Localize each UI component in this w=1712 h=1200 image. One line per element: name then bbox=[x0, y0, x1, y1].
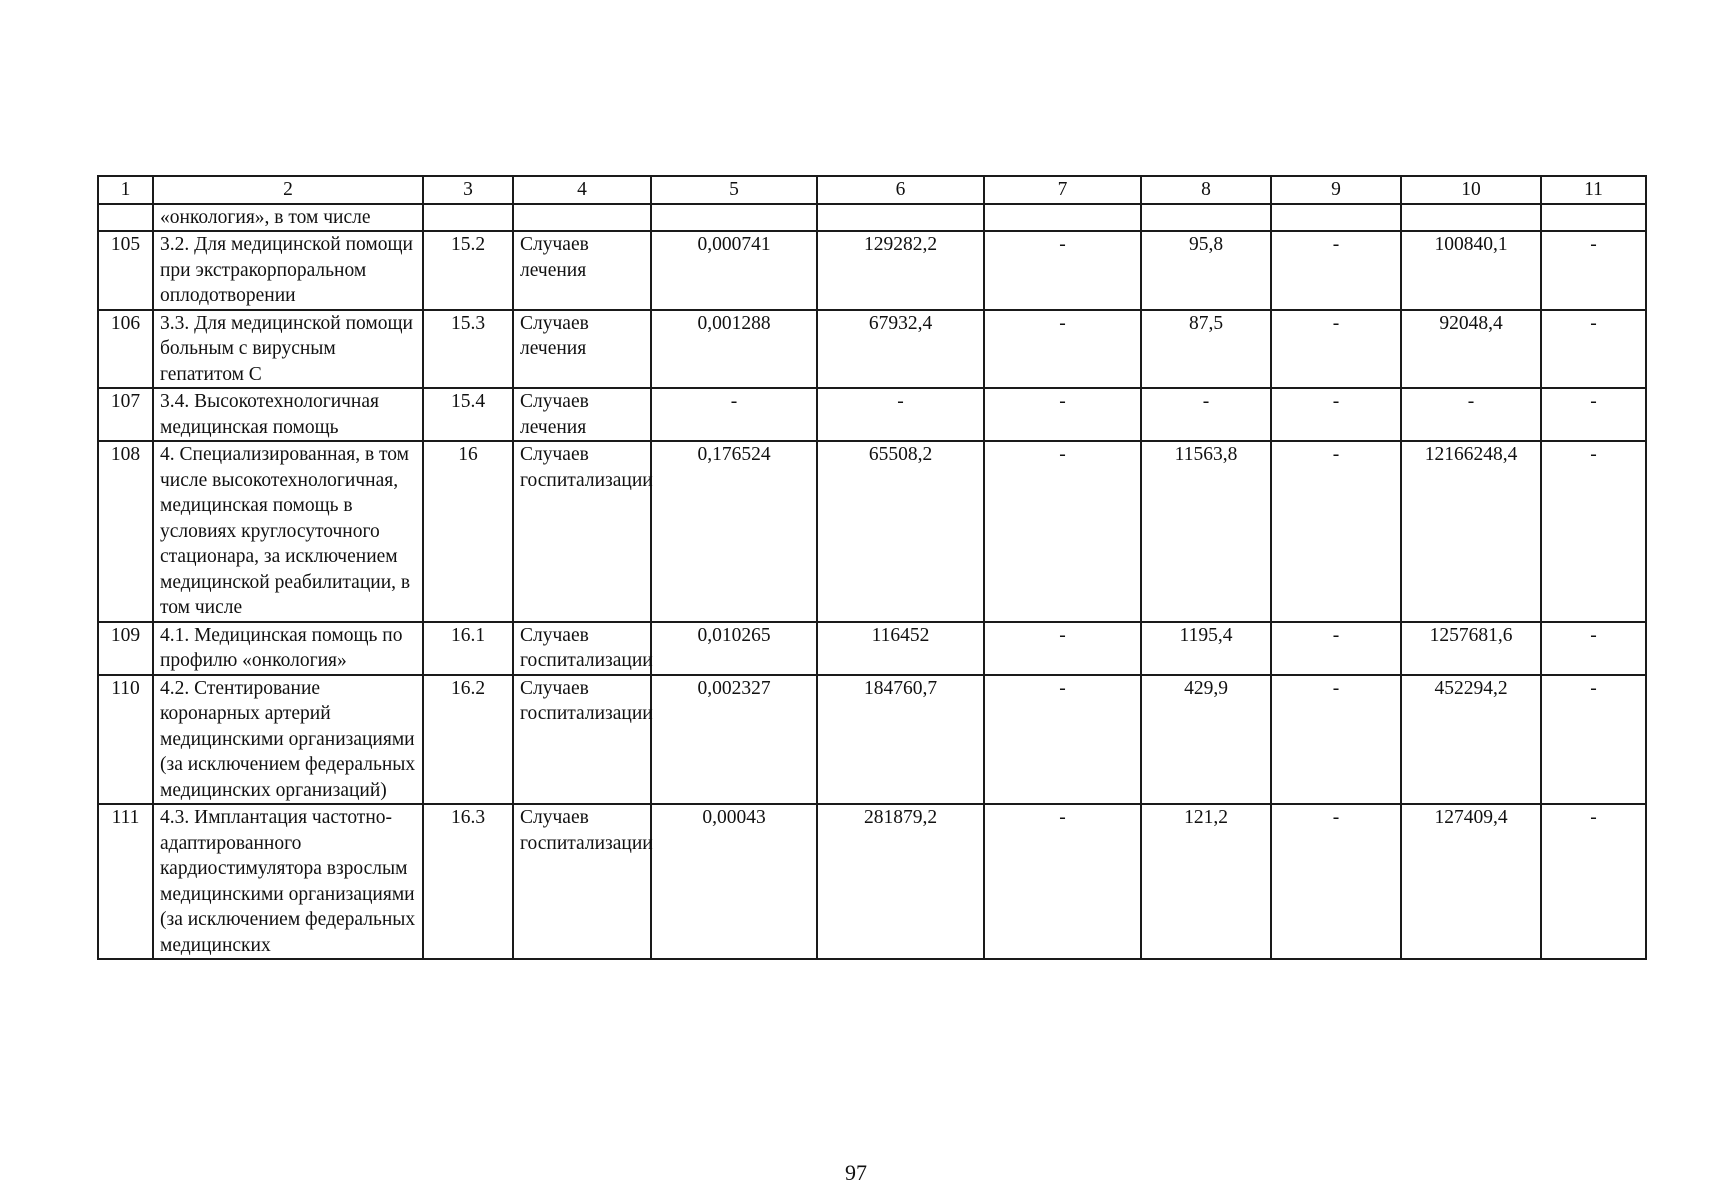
cell-col8: 87,5 bbox=[1141, 310, 1271, 389]
row-code: 16 bbox=[423, 441, 513, 622]
row-description: 4.3. Имплантация частотно-адаптированного кардиостимулятора взрослым медицинскими организациями (за исключением федеральных медицинских bbox=[153, 804, 423, 959]
row-number: 111 bbox=[98, 804, 153, 959]
cell-col7: - bbox=[984, 675, 1141, 805]
cell-col6: 65508,2 bbox=[817, 441, 984, 622]
row-description: 4.2. Стентирование коронарных артерий медицинскими организациями (за исключением федеральных медицинских организаций) bbox=[153, 675, 423, 805]
cell-col8: 11563,8 bbox=[1141, 441, 1271, 622]
row-number: 108 bbox=[98, 441, 153, 622]
table-row bbox=[98, 804, 1646, 959]
cell-col6: 67932,4 bbox=[817, 310, 984, 389]
cell-col6: 129282,2 bbox=[817, 231, 984, 310]
cell-col10: - bbox=[1401, 388, 1541, 441]
cell-col6: 184760,7 bbox=[817, 675, 984, 805]
column-number: 11 bbox=[1541, 176, 1646, 204]
cell-col9: - bbox=[1271, 441, 1401, 622]
table-row bbox=[98, 231, 1646, 310]
column-number: 8 bbox=[1141, 176, 1271, 204]
row-code: 15.3 bbox=[423, 310, 513, 389]
cell-col9: - bbox=[1271, 675, 1401, 805]
row-unit: Случаев госпитализации bbox=[513, 622, 651, 675]
cell-col6: 116452 bbox=[817, 622, 984, 675]
column-number: 6 bbox=[817, 176, 984, 204]
column-number: 7 bbox=[984, 176, 1141, 204]
cell-col11: - bbox=[1541, 441, 1646, 622]
cell-col10: 12166248,4 bbox=[1401, 441, 1541, 622]
row-number: 105 bbox=[98, 231, 153, 310]
row-code: 16.3 bbox=[423, 804, 513, 959]
row-code: 16.1 bbox=[423, 622, 513, 675]
column-number-row bbox=[98, 176, 1646, 204]
row-code: 16.2 bbox=[423, 675, 513, 805]
cell-col5: 0,176524 bbox=[651, 441, 817, 622]
cell-col11: - bbox=[1541, 804, 1646, 959]
cell-col9: - bbox=[1271, 310, 1401, 389]
row-number: 107 bbox=[98, 388, 153, 441]
table-row bbox=[98, 441, 1646, 622]
row-description: 4. Специализированная, в том числе высокотехнологичная, медицинская помощь в условиях круглосуточного стационара, за исключением медицинской реабилитации, в том числе bbox=[153, 441, 423, 622]
cell-col7: - bbox=[984, 622, 1141, 675]
cell-col8: - bbox=[1141, 388, 1271, 441]
row-code: 15.2 bbox=[423, 231, 513, 310]
column-number: 1 bbox=[98, 176, 153, 204]
cell-col10: 92048,4 bbox=[1401, 310, 1541, 389]
row-number: 109 bbox=[98, 622, 153, 675]
cell-col10: 127409,4 bbox=[1401, 804, 1541, 959]
column-number: 2 bbox=[153, 176, 423, 204]
cell-col10: 1257681,6 bbox=[1401, 622, 1541, 675]
cell-col5: - bbox=[651, 388, 817, 441]
cell-col9: - bbox=[1271, 388, 1401, 441]
cell-col8: 121,2 bbox=[1141, 804, 1271, 959]
cell-col11: - bbox=[1541, 310, 1646, 389]
row-code: 15.4 bbox=[423, 388, 513, 441]
cell-col5: 0,001288 bbox=[651, 310, 817, 389]
cell-col9: - bbox=[1271, 231, 1401, 310]
table-row bbox=[98, 310, 1646, 389]
cell-col11: - bbox=[1541, 231, 1646, 310]
cell-col6: 281879,2 bbox=[817, 804, 984, 959]
page-number: 97 bbox=[845, 1160, 867, 1185]
row-number: 106 bbox=[98, 310, 153, 389]
row-unit: Случаев госпитализации bbox=[513, 441, 651, 622]
cell-col11: - bbox=[1541, 622, 1646, 675]
row-description: 4.1. Медицинская помощь по профилю «онкология» bbox=[153, 622, 423, 675]
cell-col7: - bbox=[984, 441, 1141, 622]
cell-col10: 452294,2 bbox=[1401, 675, 1541, 805]
cell-col6: - bbox=[817, 388, 984, 441]
data-table bbox=[97, 175, 1647, 960]
cell-col8: 95,8 bbox=[1141, 231, 1271, 310]
column-number: 10 bbox=[1401, 176, 1541, 204]
cell-col9: - bbox=[1271, 622, 1401, 675]
cell-col7: - bbox=[984, 804, 1141, 959]
continuation-row bbox=[98, 204, 1646, 232]
row-number: 110 bbox=[98, 675, 153, 805]
row-unit: Случаев лечения bbox=[513, 231, 651, 310]
cell-col7: - bbox=[984, 388, 1141, 441]
column-number: 5 bbox=[651, 176, 817, 204]
row-description: 3.3. Для медицинской помощи больным с вирусным гепатитом С bbox=[153, 310, 423, 389]
row-description: «онкология», в том числе bbox=[153, 204, 423, 232]
cell-col8: 429,9 bbox=[1141, 675, 1271, 805]
column-number: 9 bbox=[1271, 176, 1401, 204]
cell-col7: - bbox=[984, 231, 1141, 310]
table-row bbox=[98, 675, 1646, 805]
cell-col5: 0,000741 bbox=[651, 231, 817, 310]
column-number: 3 bbox=[423, 176, 513, 204]
row-unit: Случаев госпитализации bbox=[513, 804, 651, 959]
cell-col8: 1195,4 bbox=[1141, 622, 1271, 675]
cell-col11: - bbox=[1541, 675, 1646, 805]
row-unit: Случаев лечения bbox=[513, 388, 651, 441]
cell-col5: 0,00043 bbox=[651, 804, 817, 959]
table-row bbox=[98, 388, 1646, 441]
cell-col5: 0,010265 bbox=[651, 622, 817, 675]
cell-col11: - bbox=[1541, 388, 1646, 441]
table-row bbox=[98, 622, 1646, 675]
row-unit: Случаев госпитализации bbox=[513, 675, 651, 805]
cell-col5: 0,002327 bbox=[651, 675, 817, 805]
row-description: 3.4. Высокотехнологичная медицинская помощь bbox=[153, 388, 423, 441]
cell-col7: - bbox=[984, 310, 1141, 389]
row-unit: Случаев лечения bbox=[513, 310, 651, 389]
cell-col9: - bbox=[1271, 804, 1401, 959]
row-description: 3.2. Для медицинской помощи при экстракорпоральном оплодотворении bbox=[153, 231, 423, 310]
column-number: 4 bbox=[513, 176, 651, 204]
cell-col10: 100840,1 bbox=[1401, 231, 1541, 310]
